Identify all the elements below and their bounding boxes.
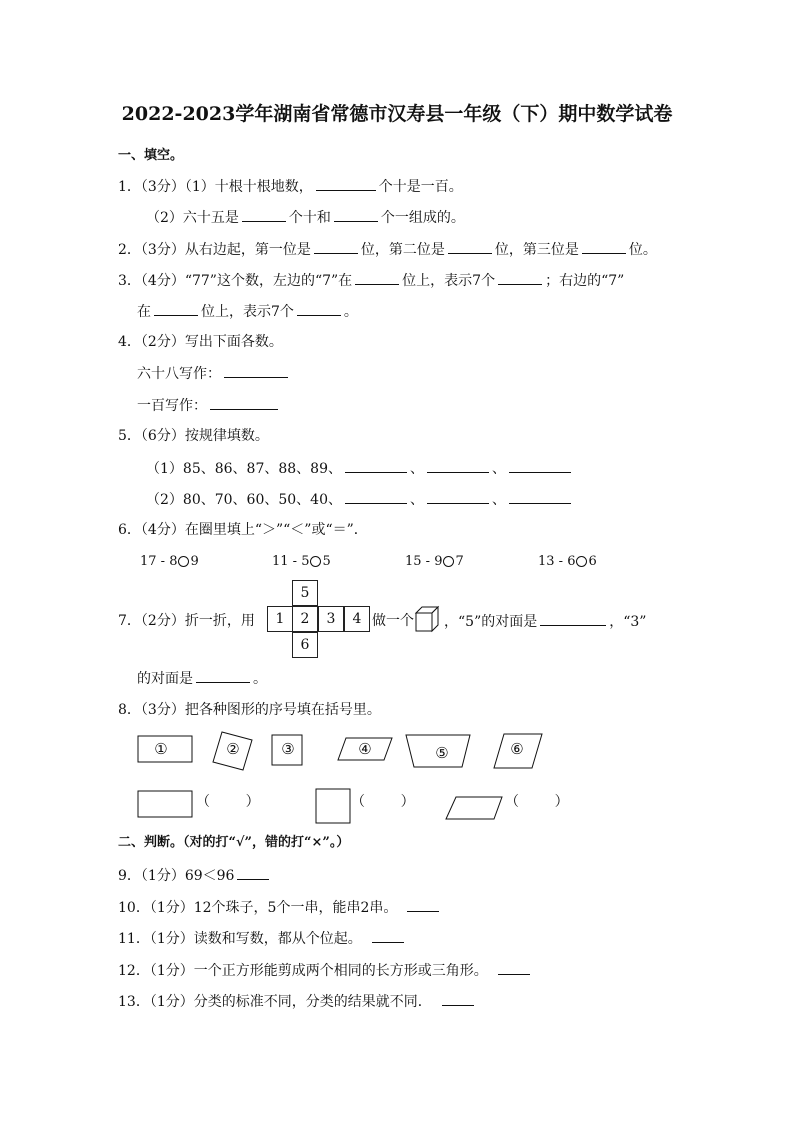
separator: 、 <box>409 461 424 477</box>
answer-blank[interactable] <box>442 991 474 1006</box>
answer-blank[interactable] <box>372 928 404 943</box>
answer-blank[interactable] <box>345 489 407 504</box>
answer-blank[interactable] <box>448 239 492 254</box>
compare-circle[interactable] <box>178 556 189 567</box>
question-3 <box>118 270 624 291</box>
q2-text-b: 位，第二位是 <box>360 242 445 258</box>
net-face-3: 3 <box>318 606 344 632</box>
question-7-line-1 <box>444 611 646 632</box>
expr-left: 15 - 9 <box>405 554 443 569</box>
net-face-1: 1 <box>267 606 293 632</box>
question-6: 6．（4分）在圈里填上“＞”“＜”或“＝”． <box>118 522 368 538</box>
answer-blank[interactable] <box>427 489 489 504</box>
answer-blank[interactable] <box>498 270 542 285</box>
shape-label-3: ③ <box>281 740 295 758</box>
page-title: 2022-2023学年湖南省常德市汉寿县一年级（下）期中数学试卷 <box>121 103 673 125</box>
q3-text-d: 在 <box>137 304 151 320</box>
question-8: 8．（3分）把各种图形的序号填在括号里。 <box>118 702 381 718</box>
comparison-2 <box>272 552 331 572</box>
answer-blank[interactable] <box>509 489 571 504</box>
category-rectangle <box>138 791 192 817</box>
answer-blank[interactable] <box>210 395 278 410</box>
comparison-4 <box>538 552 597 572</box>
category-shapes-row <box>130 786 550 826</box>
answer-blank[interactable] <box>314 239 358 254</box>
answer-blank[interactable] <box>224 363 288 378</box>
q7-text-c: ，“5”的对面是 <box>444 614 538 630</box>
q7-text-d: ，“3” <box>609 614 647 630</box>
answer-blank[interactable] <box>242 207 286 222</box>
answer-blank[interactable] <box>509 458 571 473</box>
q4-text-c: 一百写作： <box>137 398 207 414</box>
expr-left: 17 - 8 <box>140 554 178 569</box>
expr-right: 9 <box>190 554 199 569</box>
shape-label-4: ④ <box>358 740 372 758</box>
expr-right: 5 <box>322 554 331 569</box>
q10-text: 10．（1分）12个珠子，5个一串，能串2串。 <box>118 900 398 916</box>
q3-text-f: 。 <box>343 304 358 320</box>
category-square <box>316 789 350 823</box>
question-7-text-b: 做一个 <box>372 613 414 629</box>
question-4-line-1 <box>137 363 291 384</box>
net-face-top: 5 <box>292 580 318 606</box>
q7-text-e: 的对面是 <box>137 671 193 687</box>
question-11 <box>118 928 407 949</box>
answer-blank[interactable] <box>196 668 250 683</box>
q1-text-b: 个十是一百。 <box>378 179 463 195</box>
question-1-part-2 <box>146 207 465 228</box>
q3-text-b: 位上，表示7个 <box>402 273 496 289</box>
answer-paren-rectangle[interactable]: （ ） <box>196 794 260 810</box>
q5-text-c: （2）80、70、60、50、40、 <box>146 492 342 508</box>
question-13 <box>118 991 477 1012</box>
compare-circle[interactable] <box>310 556 321 567</box>
answer-blank[interactable] <box>540 611 606 626</box>
q1-text-a: 1．（3分）（1）十根十根地数， <box>118 179 313 195</box>
expr-right: 7 <box>455 554 464 569</box>
q2-text-c: 位，第三位是 <box>494 242 579 258</box>
shape-label-2: ② <box>226 740 240 758</box>
question-2 <box>118 239 657 260</box>
q2-text-d: 位。 <box>628 242 657 258</box>
net-face-2: 2 <box>292 606 318 632</box>
net-face-4: 4 <box>344 606 370 632</box>
expr-left: 11 - 5 <box>272 554 310 569</box>
q1-text-e: 个一组成的。 <box>380 210 465 226</box>
comparison-1 <box>140 552 199 572</box>
net-face-bottom: 6 <box>292 632 318 658</box>
question-4: 4．（2分）写出下面各数。 <box>118 334 283 350</box>
q4-text-b: 六十八写作： <box>137 366 221 382</box>
q3-text-e: 位上，表示7个 <box>201 304 294 320</box>
category-parallelogram <box>446 797 502 819</box>
question-5: 5．（6分）按规律填数。 <box>118 428 269 444</box>
q11-text: 11．（1分）读数和写数，都从个位起。 <box>118 931 362 947</box>
compare-circle[interactable] <box>443 556 454 567</box>
answer-blank[interactable] <box>345 458 407 473</box>
question-5-line-2 <box>146 489 574 510</box>
compare-circle[interactable] <box>576 556 587 567</box>
answer-blank[interactable] <box>316 176 376 191</box>
separator: 、 <box>491 492 506 508</box>
q7-text-f: 。 <box>253 671 267 687</box>
answer-blank[interactable] <box>582 239 626 254</box>
q2-text-a: 2．（3分）从右边起，第一位是 <box>118 242 311 258</box>
answer-blank[interactable] <box>355 270 399 285</box>
shape-label-6: ⑥ <box>510 740 524 758</box>
cube-icon <box>413 604 443 634</box>
section-fill-blank-heading: 一、填空。 <box>118 148 184 163</box>
question-10 <box>118 897 442 918</box>
question-1 <box>118 176 463 197</box>
question-12 <box>118 960 533 981</box>
question-9 <box>118 865 272 886</box>
answer-blank[interactable] <box>334 207 378 222</box>
answer-blank[interactable] <box>427 458 489 473</box>
shapes-row <box>130 726 560 782</box>
answer-blank[interactable] <box>237 865 269 880</box>
question-7-text-a: 7．（2分）折一折，用 <box>118 613 255 629</box>
comparison-3 <box>405 552 464 572</box>
q9-text: 9．（1分）69＜96 <box>118 868 235 884</box>
q1-text-c: （2）六十五是 <box>146 210 239 226</box>
expr-right: 6 <box>588 554 597 569</box>
answer-blank[interactable] <box>154 301 198 316</box>
separator: 、 <box>409 492 424 508</box>
q3-text-c: ；右边的“7” <box>545 273 625 289</box>
section-true-false-heading: 二、判断。（对的打“√”，错的打“×”。） <box>118 835 350 850</box>
answer-blank[interactable] <box>407 897 439 912</box>
question-5-line-1 <box>146 458 574 479</box>
shape-label-5: ⑤ <box>435 744 449 762</box>
answer-paren-parallelogram[interactable]: （ ） <box>505 794 569 810</box>
q13-text: 13．（1分）分类的标准不同，分类的结果就不同． <box>118 994 432 1010</box>
answer-blank[interactable] <box>498 960 530 975</box>
q1-text-d: 个十和 <box>288 210 331 226</box>
question-3-line-2 <box>137 301 358 322</box>
answer-blank[interactable] <box>297 301 341 316</box>
shape-label-1: ① <box>154 740 168 758</box>
q12-text: 12．（1分）一个正方形能剪成两个相同的长方形或三角形。 <box>118 963 488 979</box>
expr-left: 13 - 6 <box>538 554 576 569</box>
q3-text-a: 3．（4分）“77”这个数，左边的“7”在 <box>118 273 353 289</box>
question-7-line-2 <box>137 668 267 689</box>
answer-paren-square[interactable]: （ ） <box>351 794 415 810</box>
question-4-line-2 <box>137 395 281 416</box>
separator: 、 <box>491 461 506 477</box>
q5-text-b: （1）85、86、87、88、89、 <box>146 461 342 477</box>
